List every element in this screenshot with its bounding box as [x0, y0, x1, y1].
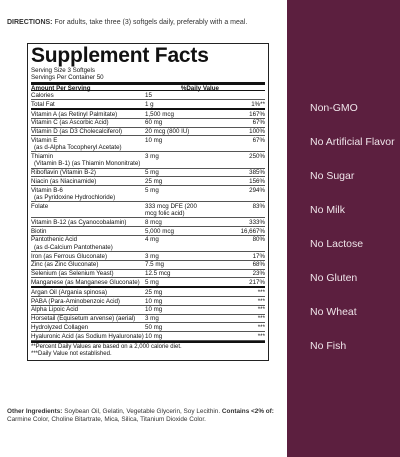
nutrient-daily-value: 333% [249, 218, 265, 226]
nutrient-amount: 7.5 mg [145, 261, 164, 269]
facts-header [31, 82, 265, 91]
nutrient-amount: 3 mg [145, 252, 159, 260]
footnote-dv: **Percent Daily Values are based on a 2,000 calorie diet. [31, 344, 182, 351]
nutrient-amount: 60 mg [145, 119, 163, 127]
nutrient-source: (as d-Alpha Tocopheryl Acetate) [34, 144, 122, 152]
nutrient-daily-value: 16,667% [240, 227, 265, 235]
nutrient-amount: 1 g [145, 100, 154, 108]
nutrient-name [31, 128, 145, 136]
facts-row [31, 169, 265, 178]
nutrient-amount: 10 mg [145, 136, 163, 144]
nutrient-amount: 333 mcg DFE (200 mcg folic acid) [145, 202, 197, 218]
nutrient-daily-value: 294% [249, 186, 265, 194]
nutrient-daily-value: *** [257, 297, 265, 305]
nutrient-daily-value: 17% [252, 252, 265, 260]
serving-size: Serving Size 3 Softgels [31, 67, 95, 74]
amount-header: Amount Per Serving [31, 85, 91, 93]
claim-no-fish: No Fish [310, 340, 347, 352]
nutrient-name [31, 110, 145, 118]
nutrient-amount: 4 mg [145, 236, 159, 244]
facts-row [31, 186, 265, 202]
nutrient-daily-value: 217% [249, 278, 265, 286]
nutrient-label: Vitamin E [31, 136, 58, 144]
nutrient-source: (as d-Calcium Pantothenate) [34, 243, 113, 251]
facts-row [31, 128, 265, 137]
nutrient-name [31, 100, 145, 108]
nutrient-label: Biotin [31, 227, 47, 235]
nutrient-amount: 3 mg [145, 315, 159, 323]
nutrient-daily-value: 1%** [251, 100, 265, 108]
facts-title: Supplement Facts [31, 44, 209, 67]
dv-header: %Daily Value [180, 85, 219, 93]
nutrient-amount: 10 mg [145, 297, 163, 305]
nutrient-name [31, 270, 145, 278]
nutrient-daily-value: 80% [252, 236, 265, 244]
nutrient-amount: 10 mg [145, 306, 163, 314]
nutrient-daily-value: 67% [252, 119, 265, 127]
other-ingredients [7, 408, 279, 424]
nutrient-daily-value: *** [257, 315, 265, 323]
claim-no-artificial-flavor: No Artificial Flavor [310, 136, 395, 148]
nutrient-label: Vitamin A (as Retinyl Palmitate) [31, 110, 118, 118]
nutrient-name [31, 323, 145, 331]
nutrient-amount: 15 [145, 91, 152, 99]
nutrient-name [31, 169, 145, 177]
nutrient-daily-value: *** [257, 332, 265, 340]
nutrient-name [31, 177, 145, 185]
nutrient-name [31, 152, 145, 167]
nutrient-daily-value: 23% [252, 270, 265, 278]
facts-row [31, 236, 265, 252]
facts-row [31, 288, 265, 297]
ingredients-label: Other Ingredients: [7, 408, 63, 415]
nutrient-amount: 5 mg [145, 278, 159, 286]
claim-no-gluten: No Gluten [310, 272, 358, 284]
nutrient-amount: 12.5 mcg [145, 270, 171, 278]
facts-row [31, 315, 265, 324]
nutrient-daily-value: 83% [252, 202, 265, 210]
facts-row [31, 100, 265, 110]
facts-row [31, 119, 265, 128]
nutrient-label: Folate [31, 202, 49, 210]
facts-row [31, 306, 265, 315]
nutrient-label: Total Fat [31, 100, 55, 108]
nutrient-amount: 25 mg [145, 177, 163, 185]
nutrient-daily-value: *** [257, 288, 265, 296]
nutrient-label: Zinc (as Zinc Gluconate) [31, 261, 99, 269]
footnote-not-established: ***Daily Value not established. [31, 351, 112, 358]
facts-row [31, 270, 265, 279]
claim-no-wheat: No Wheat [310, 306, 357, 318]
facts-row [31, 252, 265, 261]
nutrient-amount: 1,500 mcg [145, 110, 174, 118]
nutrient-amount: 8 mcg [145, 218, 162, 226]
nutrient-name [31, 202, 145, 210]
nutrient-name [31, 315, 145, 323]
claim-no-sugar: No Sugar [310, 170, 355, 182]
nutrient-name [31, 91, 145, 99]
facts-row [31, 91, 265, 100]
nutrient-daily-value: 167% [249, 110, 265, 118]
nutrient-label: Niacin (as Niacinamide) [31, 177, 97, 185]
facts-row [31, 297, 265, 306]
claim-non-gmo: Non-GMO [310, 102, 358, 114]
ingredients-body: Soybean Oil, Gelatin, Vegetable Glycerin, Soy Lecithin. [64, 408, 221, 415]
nutrient-amount: 3 mg [145, 152, 159, 160]
nutrient-name [31, 332, 145, 340]
claim-no-milk: No Milk [310, 204, 346, 216]
nutrient-name [31, 297, 145, 305]
nutrient-label: Alpha Lipoic Acid [31, 306, 79, 314]
facts-footnotes [31, 341, 265, 358]
contains-body: Carmine Color, Choline Bitartrate, Mica, Silica, Titanium Dioxide Color. [7, 416, 206, 423]
facts-row [31, 136, 265, 152]
facts-row [31, 202, 265, 218]
nutrient-name [31, 261, 145, 269]
nutrient-source: (as Pyridoxine Hydrochloride) [34, 193, 116, 201]
nutrient-amount: 5 mg [145, 169, 159, 177]
nutrient-amount: 5,000 mcg [145, 227, 174, 235]
nutrient-amount: 10 mg [145, 332, 163, 340]
nutrient-daily-value: 100% [249, 128, 265, 136]
supplement-facts-box [27, 43, 269, 361]
directions-body: For adults, take three (3) softgels daily, preferably with a meal. [54, 19, 248, 26]
nutrient-label: Pantothenic Acid [31, 236, 78, 244]
facts-row [31, 177, 265, 186]
facts-row [31, 323, 265, 332]
nutrient-name [31, 119, 145, 127]
nutrient-daily-value [209, 91, 265, 92]
facts-row [31, 152, 265, 168]
servings-per-container: Servings Per Container 50 [31, 74, 104, 82]
nutrient-daily-value: 68% [252, 261, 265, 269]
nutrient-daily-value: 156% [249, 177, 265, 185]
nutrient-label: Vitamin D (as D3 Cholecalciferol) [31, 128, 123, 136]
facts-row [31, 227, 265, 236]
nutrient-daily-value: *** [257, 323, 265, 331]
nutrient-label: Hydrolyzed Collagen [31, 323, 89, 331]
nutrient-label: PABA (Para-Aminobenzoic Acid) [31, 297, 120, 305]
nutrient-source: (Vitamin B-1) (as Thiamin Mononitrate) [34, 160, 141, 168]
nutrient-name [31, 306, 145, 314]
nutrient-label: Thiamin [31, 152, 54, 160]
nutrient-label: Horsetail (Equisetum arvense) (aerial) [31, 315, 136, 323]
nutrient-amount: 5 mg [145, 186, 159, 194]
nutrient-label: Vitamin B-12 (as Cyanocobalamin) [31, 218, 127, 226]
facts-row [31, 110, 265, 119]
nutrient-amount: 25 mg [145, 288, 163, 296]
nutrient-name [31, 218, 145, 226]
nutrient-daily-value: 67% [252, 136, 265, 144]
nutrient-name [31, 186, 145, 201]
claims-panel [287, 0, 400, 457]
nutrient-daily-value: 250% [249, 152, 265, 160]
nutrient-name [31, 136, 145, 151]
facts-row [31, 218, 265, 227]
facts-row [31, 261, 265, 270]
nutrient-label: Argan Oil (Argania spinosa) [31, 288, 108, 296]
nutrient-name [31, 252, 145, 260]
contains-label: Contains <2% of: [221, 408, 274, 415]
nutrient-label: Selenium (as Selenium Yeast) [31, 270, 114, 278]
nutrient-label: Riboflavin (Vitamin B-2) [31, 169, 96, 177]
claim-no-lactose: No Lactose [310, 238, 364, 250]
nutrient-amount: 50 mg [145, 323, 163, 331]
nutrient-name [31, 278, 145, 286]
nutrient-label: Vitamin C (as Ascorbic Acid) [31, 119, 109, 127]
nutrient-amount: 20 mcg (800 IU) [145, 128, 190, 136]
nutrient-label: Iron (as Ferrous Gluconate) [31, 252, 107, 260]
nutrient-label: Calories [31, 91, 54, 99]
nutrient-label: Hyaluronic Acid (as Sodium Hyaluronate) [31, 332, 144, 340]
nutrient-label: Vitamin B-6 [31, 186, 63, 194]
nutrient-name [31, 236, 145, 251]
nutrient-daily-value: *** [257, 306, 265, 314]
directions-text [7, 18, 279, 28]
facts-rows [31, 91, 265, 341]
facts-row [31, 332, 265, 341]
nutrient-name [31, 288, 145, 296]
nutrient-daily-value: 385% [249, 169, 265, 177]
directions-label: DIRECTIONS: [7, 19, 53, 26]
nutrient-label: Manganese (as Manganese Gluconate) [31, 278, 140, 286]
nutrient-name [31, 227, 145, 235]
facts-row [31, 278, 265, 288]
